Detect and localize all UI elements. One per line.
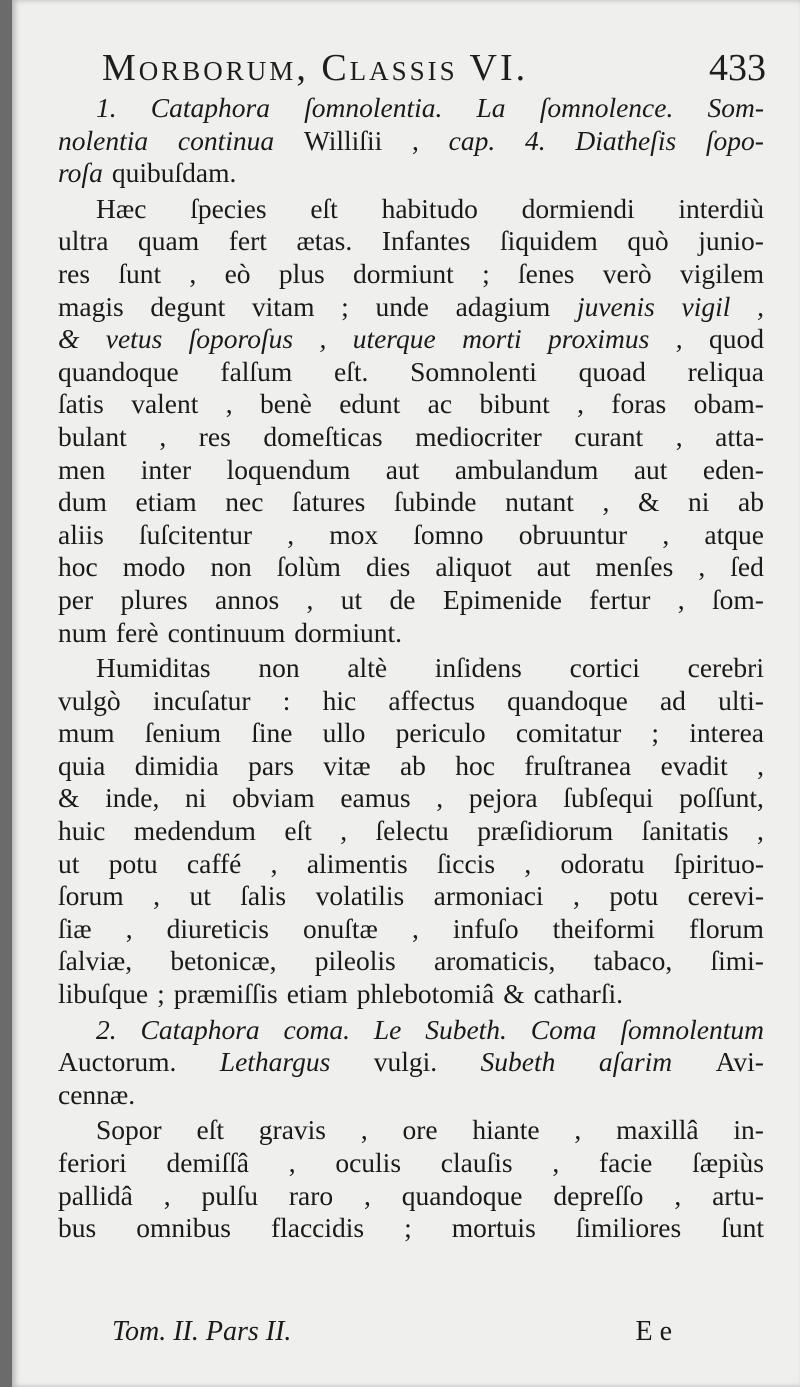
paragraph: [58, 1114, 764, 1244]
text-line: hoc modo non ſolùm dies aliquot aut menſes , ſed: [58, 551, 764, 583]
text-line: dum etiam nec ſatures ſubinde nutant , & ni ab: [58, 486, 764, 518]
text-line: & inde, ni obviam eamus , pejora ſubſequi poſſunt,: [58, 782, 764, 814]
text-line: men inter loquendum aut ambulandum aut eden-: [58, 453, 764, 485]
volume-signature: Tom. II. Pars II.: [112, 1316, 292, 1347]
text-line: num ferè continuum dormiunt.: [58, 616, 402, 648]
text-line: huic medendum eſt , ſelectu præſidiorum ſanitatis ,: [58, 815, 764, 847]
text-line: magis degunt vitam ; unde adagium juvenis vigil ,: [58, 290, 764, 322]
text-line: roſa quibuſdam.: [58, 157, 237, 189]
text-line: ultra quam fert ætas. Infantes ſiquidem quò junio-: [58, 225, 764, 257]
text-line: bus omnibus flaccidis ; mortuis ſimiliores ſunt: [58, 1212, 764, 1244]
text-line: Humiditas non altè inſidens cortici cerebri: [96, 652, 764, 684]
paragraph: [58, 92, 764, 190]
book-page: [12, 0, 800, 1387]
text-line: ſatis valent , benè edunt ac bibunt , foras obam-: [58, 388, 764, 420]
text-line: 1. Cataphora ſomnolentia. La ſomnolence. Som-: [96, 92, 764, 123]
text-line: 2. Cataphora coma. Le Subeth. Coma ſomnolentum: [96, 1013, 764, 1045]
text-line: aliis ſuſcitentur , mox ſomno obruuntur , atque: [58, 518, 764, 550]
text-line: feriori demiſſâ , oculis clauſis , facie ſæpiùs: [58, 1147, 764, 1178]
text-line: Hæc ſpecies eſt habitudo dormiendi interdiù: [96, 192, 764, 224]
text-line: & vetus ſoporoſus , uterque morti proximus , quod: [58, 323, 764, 355]
text-line: quandoque falſum eſt. Somnolenti quoad reliqua: [58, 355, 764, 387]
text-line: cennæ.: [58, 1078, 136, 1110]
text-line: quia dimidia pars vitæ ab hoc fruſtranea evadit ,: [58, 749, 764, 781]
gathering-signature: E e: [635, 1316, 672, 1347]
body-text: [58, 92, 764, 1245]
text-line: ſiæ , diureticis onuſtæ , infuſo theiformi florum: [58, 912, 764, 944]
text-line: bulant , res domeſticas mediocriter curant , atta-: [58, 420, 764, 452]
running-title: Morborum, Classis VI.: [102, 47, 529, 89]
page-header: [92, 46, 772, 92]
text-line: ſorum , ut ſalis volatilis armoniaci , potu cerevi-: [58, 880, 764, 912]
page-number: 433: [709, 47, 766, 89]
text-line: mum ſenium ſine ullo periculo comitatur ; interea: [58, 717, 764, 749]
page-footer: [112, 1316, 672, 1356]
text-line: nolentia continua Williſii , cap. 4. Diatheſis ſopo-: [58, 124, 764, 156]
paragraph: [58, 193, 764, 649]
text-line: per plures annos , ut de Epimenide fertur , ſom-: [58, 583, 764, 615]
text-line: vulgò incuſatur : hic affectus quandoque ad ulti-: [58, 684, 764, 716]
text-line: pallidâ , pulſu raro , quandoque depreſſo , artu-: [58, 1179, 764, 1211]
text-line: res ſunt , eò plus dormiunt ; ſenes verò vigilem: [58, 257, 764, 289]
text-line: ut potu caffé , alimentis ſiccis , odoratu ſpirituo-: [58, 847, 764, 879]
paragraph: [58, 1014, 764, 1112]
paragraph: [58, 652, 764, 1011]
text-line: Auctorum. Lethargus vulgi. Subeth aſarim Avi-: [58, 1046, 764, 1078]
text-line: ſalviæ, betonicæ, pileolis aromaticis, tabaco, ſimi-: [58, 945, 764, 977]
text-line: libuſque ; præmiſſis etiam phlebotomiâ & catharſi.: [58, 978, 623, 1010]
text-line: Sopor eſt gravis , ore hiante , maxillâ in-: [96, 1114, 764, 1146]
